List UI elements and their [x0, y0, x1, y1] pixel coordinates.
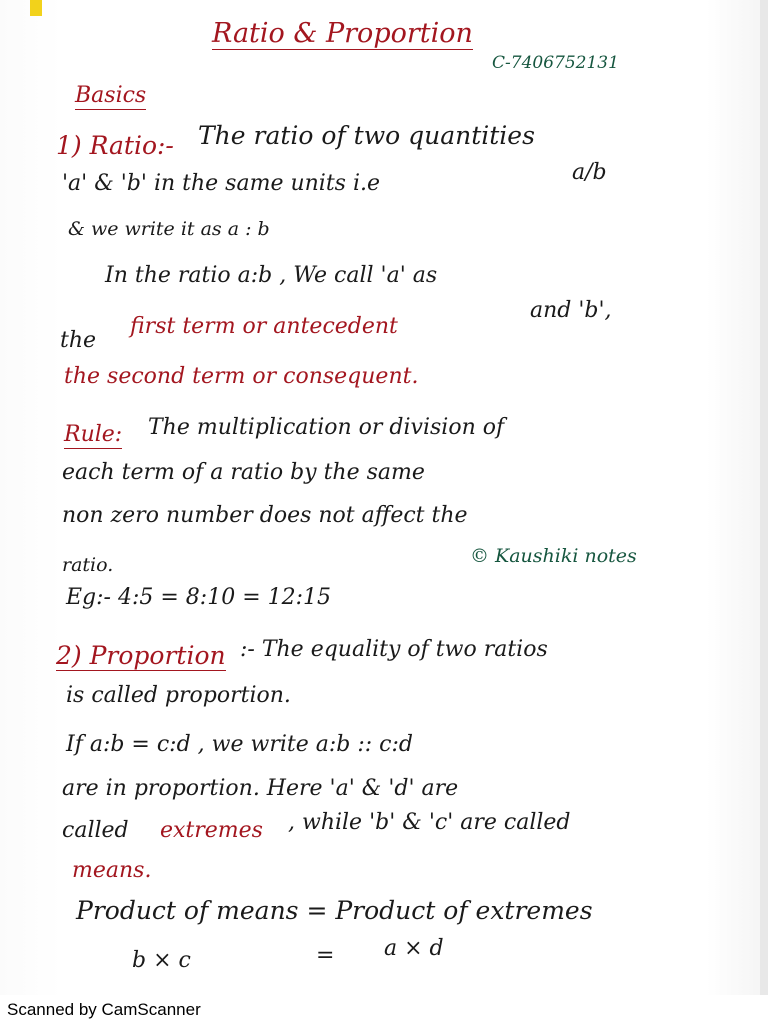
ratio-label: 1) Ratio:-	[56, 131, 174, 160]
rule-line-2: each term of a ratio by the same	[62, 460, 425, 485]
watermark-note: © Kaushiki notes	[470, 545, 637, 567]
basics-heading: Basics	[75, 83, 147, 108]
ratio-definition-line-4: In the ratio a:b , We call 'a' as	[105, 263, 438, 288]
ratio-line-5-prefix: the	[60, 328, 97, 353]
ratio-second-term: the second term or consequent.	[64, 364, 419, 389]
extremes-term: extremes	[160, 818, 263, 843]
formula-lhs: b × c	[132, 948, 191, 973]
proportion-line-5-prefix: called	[62, 818, 129, 843]
ratio-definition-line-3: & we write it as a : b	[68, 218, 270, 240]
rule-label: Rule:	[64, 422, 123, 447]
formula-rhs: a × d	[384, 936, 444, 961]
ratio-example: Eg:- 4:5 = 8:10 = 12:15	[66, 585, 332, 610]
page-corner-tab	[30, 0, 42, 16]
proportion-line-2: is called proportion.	[66, 683, 291, 708]
proportion-line-4: are in proportion. Here 'a' & 'd' are	[62, 776, 459, 801]
page-edge-shadow	[760, 0, 768, 1000]
formula-equals: =	[316, 943, 335, 968]
ratio-definition-line-1: The ratio of two quantities	[198, 121, 535, 150]
ratio-first-term: first term or antecedent	[130, 314, 398, 339]
proportion-line-3: If a:b = c:d , we write a:b :: c:d	[66, 732, 413, 757]
ratio-line-5-suffix: and 'b',	[530, 298, 612, 323]
means-term: means.	[72, 858, 152, 883]
scanner-watermark: Scanned by CamScanner	[7, 1000, 201, 1019]
proportion-formula: Product of means = Product of extremes	[76, 896, 593, 925]
proportion-line-5-rest: , while 'b' & 'c' are called	[288, 810, 571, 835]
proportion-line-1: :- The equality of two ratios	[240, 637, 548, 662]
rule-line-3: non zero number does not affect the	[62, 503, 468, 528]
contact-number: C-7406752131	[492, 53, 619, 73]
rule-line-4: ratio.	[62, 554, 114, 576]
page-title: Ratio & Proportion	[212, 18, 473, 49]
proportion-label: 2) Proportion	[56, 641, 226, 670]
rule-line-1: The multiplication or division of	[148, 415, 505, 440]
ratio-definition-line-2: 'a' & 'b' in the same units i.e	[62, 171, 381, 196]
ratio-fraction: a/b	[572, 160, 607, 185]
